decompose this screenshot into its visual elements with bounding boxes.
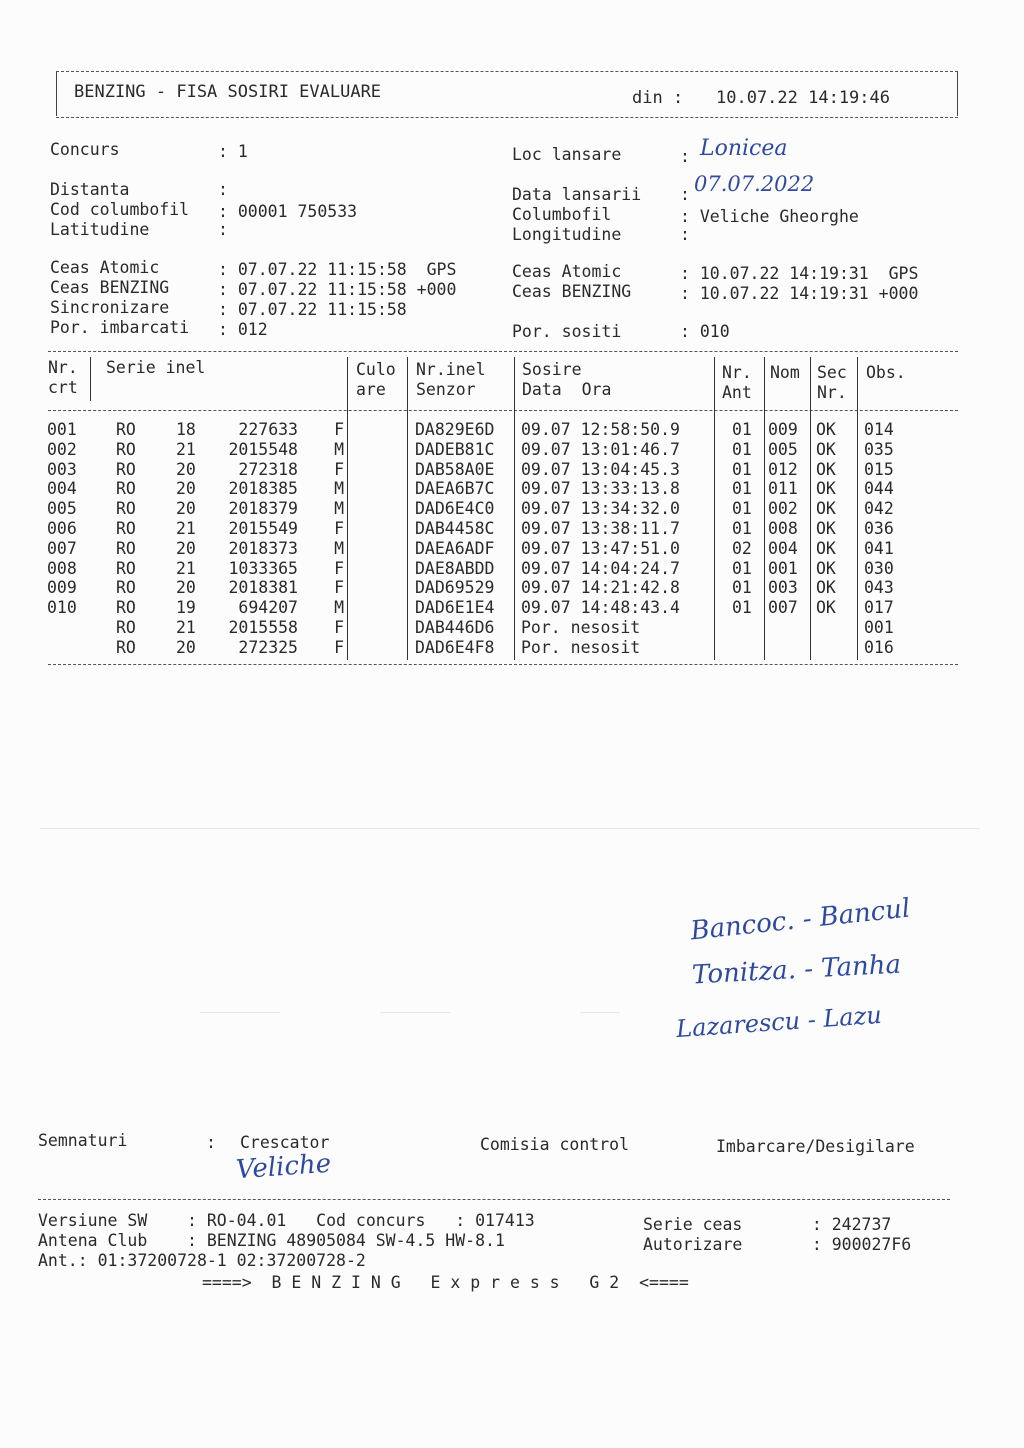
ceas-benzing-value-left: : 07.07.22 11:15:58 +000 — [218, 280, 457, 299]
columbofil-value: : Veliche Gheorghe — [680, 207, 859, 226]
cell-senzor: DAEA6B7C — [415, 479, 495, 498]
cell-yy: 20 — [176, 578, 196, 597]
footer-antenna-ids: Ant.: 01:37200728-1 02:37200728-2 — [38, 1251, 366, 1270]
cell-sosire: 09.07 13:01:46.7 — [521, 440, 680, 459]
document-title: BENZING - FISA SOSIRI EVALUARE — [74, 82, 382, 102]
cell-sex: F — [334, 420, 344, 439]
header-nr-ant-1: Nr. — [722, 363, 752, 382]
data-lansarii-label: Data lansarii — [512, 185, 642, 204]
ceas-atomic-label-left: Ceas Atomic — [50, 258, 160, 277]
sincronizare-label: Sincronizare — [50, 298, 170, 317]
cell-yy: 20 — [176, 460, 196, 479]
table-row — [0, 519, 1024, 539]
cell-nom: 009 — [768, 420, 798, 439]
cell-sosire: 09.07 12:58:50.9 — [521, 420, 680, 439]
cell-sex: M — [334, 499, 344, 518]
cell-obs: 035 — [864, 440, 894, 459]
cell-yy: 18 — [176, 420, 196, 439]
ceas-atomic-label-right: Ceas Atomic — [512, 262, 622, 281]
handwritten-signature-1: Bancoc. - Bancul — [689, 893, 912, 947]
cell-cc: RO — [116, 420, 136, 439]
table-row — [0, 539, 1024, 559]
cell-nr: 002 — [47, 440, 77, 459]
cell-ant: 01 — [732, 559, 752, 578]
loc-lansare-label: Loc lansare — [512, 145, 622, 164]
cell-cc: RO — [116, 559, 136, 578]
cell-obs: 015 — [864, 460, 894, 479]
cell-cc: RO — [116, 440, 136, 459]
header-nr-inel: Nr.inel — [416, 360, 486, 379]
cell-num: 2018385 — [228, 479, 298, 498]
cell-num: 2018379 — [228, 499, 298, 518]
cell-ant: 01 — [732, 598, 752, 617]
cell-obs: 017 — [864, 598, 894, 617]
cell-obs: 042 — [864, 499, 894, 518]
cell-sec: OK — [816, 440, 836, 459]
cell-yy: 21 — [176, 559, 196, 578]
ceas-atomic-value-left: : 07.07.22 11:15:58 GPS — [218, 260, 457, 279]
cell-num: 1033365 — [228, 559, 298, 578]
latitudine-value: : — [218, 220, 228, 239]
cell-num: 227633 — [238, 420, 298, 439]
cell-sec: OK — [816, 479, 836, 498]
cell-obs: 030 — [864, 559, 894, 578]
cell-yy: 21 — [176, 440, 196, 459]
cell-num: 2018373 — [228, 539, 298, 558]
cell-sex: F — [334, 578, 344, 597]
cell-sosire: 09.07 14:21:42.8 — [521, 578, 680, 597]
ceas-benzing-label-left: Ceas BENZING — [50, 278, 170, 297]
cell-num: 2015549 — [228, 519, 298, 538]
cell-obs: 036 — [864, 519, 894, 538]
cell-cc: RO — [116, 598, 136, 617]
semnaturi-label: Semnaturi — [38, 1131, 128, 1150]
cell-senzor: DADEB81C — [415, 440, 495, 459]
header-are: are — [356, 380, 386, 399]
data-lansarii-handwritten: 07.07.2022 — [694, 172, 815, 196]
handwritten-signature-3: Lazarescu - Lazu — [675, 1000, 883, 1044]
footer-line-2a: Antena Club : BENZING 48905084 SW-4.5 HW-8.1 — [38, 1231, 505, 1250]
comisia-control-label: Comisia control — [480, 1135, 630, 1154]
table-row — [0, 618, 1024, 638]
cell-nr: 009 — [47, 578, 77, 597]
scan-artifact-mark — [580, 1012, 620, 1013]
cell-nom: 012 — [768, 460, 798, 479]
cell-nom: 011 — [768, 479, 798, 498]
cell-sex: F — [334, 618, 344, 637]
cell-senzor: DAB58A0E — [415, 460, 495, 479]
cod-columbofil-value: : 00001 750533 — [218, 202, 358, 221]
cell-yy: 20 — [176, 479, 196, 498]
cell-nom: 007 — [768, 598, 798, 617]
handwritten-signature-2: Tonitza. - Tanha — [691, 949, 902, 991]
cell-num: 272318 — [238, 460, 298, 479]
cell-sex: F — [334, 460, 344, 479]
crescator-label: Crescator — [240, 1133, 330, 1152]
cell-senzor: DAD6E1E4 — [415, 598, 495, 617]
footer-device-banner: ====> B E N Z I N G E x p r e s s G 2 <==== — [202, 1273, 689, 1292]
cell-nr: 003 — [47, 460, 77, 479]
cell-sosire: 09.07 13:38:11.7 — [521, 519, 680, 538]
cell-obs: 001 — [864, 618, 894, 637]
scan-artifact-mark — [200, 1012, 280, 1013]
cell-nom: 005 — [768, 440, 798, 459]
cell-cc: RO — [116, 460, 136, 479]
table-row — [0, 499, 1024, 519]
header-serie-inel: Serie inel — [106, 358, 206, 377]
cell-sosire: 09.07 13:33:13.8 — [521, 479, 680, 498]
concurs-label: Concurs — [50, 140, 120, 159]
cell-sex: F — [334, 638, 344, 657]
cell-cc: RO — [116, 519, 136, 538]
table-row — [0, 479, 1024, 499]
ceas-benzing-label-right: Ceas BENZING — [512, 282, 632, 301]
cell-sosire: 09.07 14:48:43.4 — [521, 598, 680, 617]
header-nr-ant-2: Ant — [722, 383, 752, 402]
cell-sec: OK — [816, 420, 836, 439]
cell-sec: OK — [816, 460, 836, 479]
table-row — [0, 460, 1024, 480]
header-sec-2: Nr. — [817, 383, 847, 402]
cell-nom: 003 — [768, 578, 798, 597]
cell-senzor: DAD6E4C0 — [415, 499, 495, 518]
cell-cc: RO — [116, 539, 136, 558]
cell-nr: 001 — [47, 420, 77, 439]
cell-nr: 010 — [47, 598, 77, 617]
distanta-value: : — [218, 180, 228, 199]
cell-sosire: Por. nesosit — [521, 638, 641, 657]
footer-line-1b: Serie ceas : 242737 — [643, 1215, 892, 1234]
cell-cc: RO — [116, 618, 136, 637]
cell-cc: RO — [116, 578, 136, 597]
scan-artifact-mark — [380, 1012, 450, 1013]
cell-sec: OK — [816, 598, 836, 617]
cell-sosire: 09.07 13:47:51.0 — [521, 539, 680, 558]
cell-sosire: 09.07 13:34:32.0 — [521, 499, 680, 518]
cell-cc: RO — [116, 479, 136, 498]
cell-sec: OK — [816, 578, 836, 597]
cell-sosire: 09.07 13:04:45.3 — [521, 460, 680, 479]
por-imbarcati-label: Por. imbarcati — [50, 318, 190, 337]
footer-rule — [38, 1199, 950, 1200]
din-datetime: 10.07.22 14:19:46 — [716, 88, 890, 108]
cell-obs: 041 — [864, 539, 894, 558]
semnaturi-colon: : — [206, 1133, 216, 1152]
concurs-value: : 1 — [218, 142, 248, 161]
cell-senzor: DAD69529 — [415, 578, 495, 597]
cell-sec: OK — [816, 499, 836, 518]
por-sositi-label: Por. sositi — [512, 322, 622, 341]
cell-num: 694207 — [238, 598, 298, 617]
header-nom: Nom — [770, 363, 800, 382]
cell-sec: OK — [816, 519, 836, 538]
cell-ant: 01 — [732, 460, 752, 479]
cell-nr: 007 — [47, 539, 77, 558]
cell-ant: 01 — [732, 440, 752, 459]
cell-num: 2015548 — [228, 440, 298, 459]
cell-ant: 01 — [732, 479, 752, 498]
cell-cc: RO — [116, 638, 136, 657]
header-crt: crt — [48, 378, 78, 397]
loc-lansare-colon: : — [680, 147, 690, 166]
imbarcare-desigilare-label: Imbarcare/Desigilare — [716, 1137, 915, 1156]
cell-nr: 008 — [47, 559, 77, 578]
cell-nom: 001 — [768, 559, 798, 578]
cell-nom: 002 — [768, 499, 798, 518]
table-row — [0, 559, 1024, 579]
cell-sosire: Por. nesosit — [521, 618, 641, 637]
table-row — [0, 420, 1024, 440]
cell-num: 2015558 — [228, 618, 298, 637]
cell-senzor: DAB4458C — [415, 519, 495, 538]
header-obs: Obs. — [866, 363, 906, 382]
cell-yy: 20 — [176, 539, 196, 558]
cell-senzor: DAB446D6 — [415, 618, 495, 637]
cell-sec: OK — [816, 539, 836, 558]
cell-obs: 043 — [864, 578, 894, 597]
cell-yy: 19 — [176, 598, 196, 617]
cell-yy: 20 — [176, 638, 196, 657]
por-sositi-value: : 010 — [680, 322, 730, 341]
cell-sex: F — [334, 519, 344, 538]
cell-senzor: DAE8ABDD — [415, 559, 495, 578]
cell-senzor: DA829E6D — [415, 420, 495, 439]
ceas-atomic-value-right: : 10.07.22 14:19:31 GPS — [680, 264, 919, 283]
arrivals-table-body — [0, 0, 1024, 700]
longitudine-label: Longitudine — [512, 225, 622, 244]
header-senzor: Senzor — [416, 380, 476, 399]
cell-num: 272325 — [238, 638, 298, 657]
footer-line-2b: Autorizare : 900027F6 — [643, 1235, 912, 1254]
cell-cc: RO — [116, 499, 136, 518]
header-sec-1: Sec — [817, 363, 847, 382]
cell-ant: 01 — [732, 420, 752, 439]
cell-ant: 01 — [732, 519, 752, 538]
cell-sec: OK — [816, 559, 836, 578]
columbofil-label: Columbofil — [512, 205, 612, 224]
cell-sosire: 09.07 14:04:24.7 — [521, 559, 680, 578]
cell-senzor: DAD6E4F8 — [415, 638, 495, 657]
table-row — [0, 578, 1024, 598]
header-sosire: Sosire — [522, 360, 582, 379]
longitudine-value: : — [680, 225, 690, 244]
din-label: din : — [632, 88, 684, 108]
cell-senzor: DAEA6ADF — [415, 539, 495, 558]
cell-sex: M — [334, 598, 344, 617]
header-nr: Nr. — [48, 358, 78, 377]
loc-lansare-handwritten: Lonicea — [700, 136, 788, 161]
cell-ant: 01 — [732, 578, 752, 597]
cell-sex: M — [334, 539, 344, 558]
cell-nom: 008 — [768, 519, 798, 538]
cell-sex: M — [334, 479, 344, 498]
data-lansarii-colon: : — [680, 185, 690, 204]
cell-ant: 01 — [732, 499, 752, 518]
cell-nr: 006 — [47, 519, 77, 538]
cell-nr: 004 — [47, 479, 77, 498]
cell-yy: 21 — [176, 618, 196, 637]
por-imbarcati-value: : 012 — [218, 320, 268, 339]
cell-ant: 02 — [732, 539, 752, 558]
cod-columbofil-label: Cod columbofil — [50, 200, 190, 219]
footer-line-1a: Versiune SW : RO-04.01 Cod concurs : 017413 — [38, 1211, 535, 1230]
cell-nom: 004 — [768, 539, 798, 558]
table-row — [0, 598, 1024, 618]
cell-obs: 016 — [864, 638, 894, 657]
cell-sex: F — [334, 559, 344, 578]
cell-num: 2018381 — [228, 578, 298, 597]
cell-yy: 20 — [176, 499, 196, 518]
ceas-benzing-value-right: : 10.07.22 14:19:31 +000 — [680, 284, 919, 303]
table-row — [0, 440, 1024, 460]
cell-obs: 044 — [864, 479, 894, 498]
latitudine-label: Latitudine — [50, 220, 150, 239]
cell-yy: 21 — [176, 519, 196, 538]
sincronizare-value: : 07.07.22 11:15:58 — [218, 300, 407, 319]
table-row — [0, 638, 1024, 658]
header-data-ora: Data Ora — [522, 380, 612, 399]
scan-artifact-line — [40, 828, 980, 829]
cell-sex: M — [334, 440, 344, 459]
cell-nr: 005 — [47, 499, 77, 518]
distanta-label: Distanta — [50, 180, 130, 199]
cell-obs: 014 — [864, 420, 894, 439]
header-culo: Culo — [356, 360, 396, 379]
crescator-signature: Veliche — [235, 1148, 333, 1186]
